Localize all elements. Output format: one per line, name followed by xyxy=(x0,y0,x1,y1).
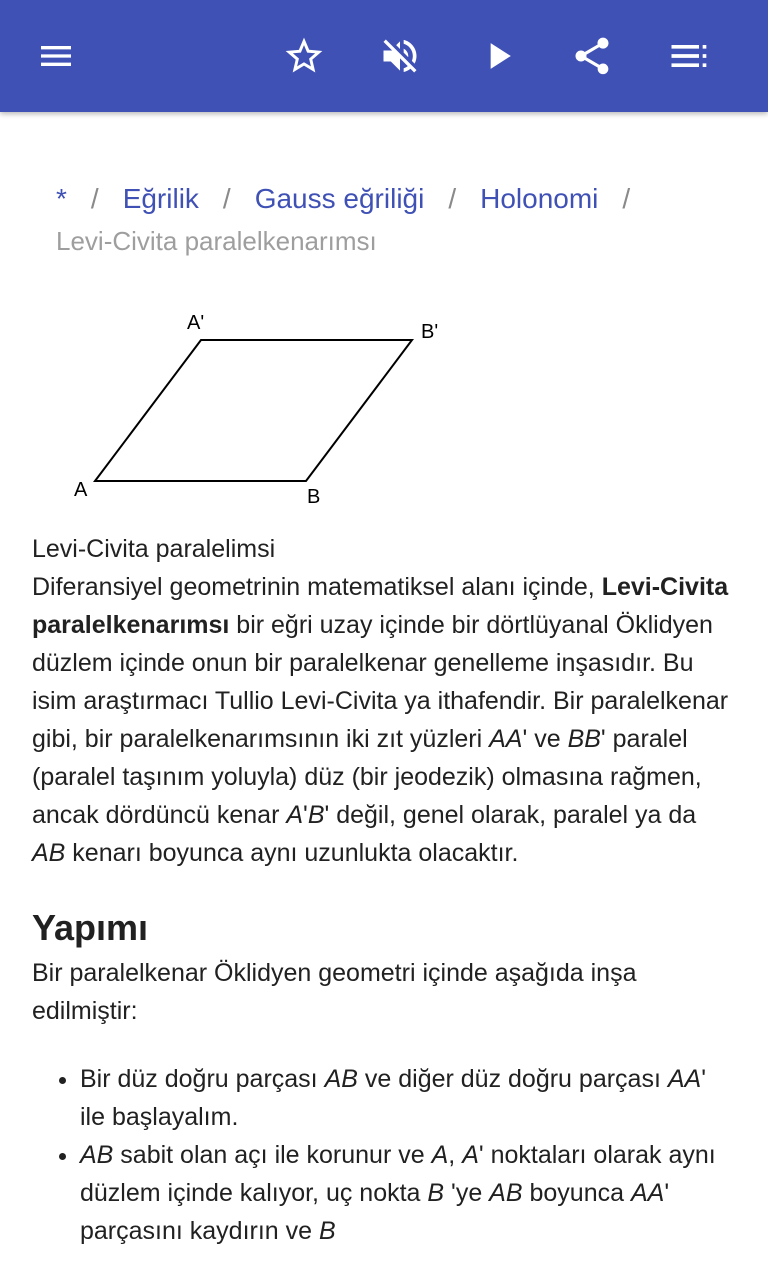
breadcrumb xyxy=(56,178,736,262)
play-icon[interactable] xyxy=(470,28,526,84)
list-item: • AB sabit olan açı ile korunur ve A, A' noktaları olarak aynı düzlem içinde kalıyor, uç nokta B 'ye AB boyunca AA' parçasını kaydırın ve B xyxy=(80,1136,736,1250)
term-bold: Levi-Civita paralelkenarımsı xyxy=(32,573,729,639)
playlist-icon[interactable] xyxy=(660,28,716,84)
intro-paragraph: Diferansiyel geometrinin matematiksel alanı içinde, Levi-Civita paralelkenarımsı bir eğri uzay içinde bir dörtlüyanal Öklidyen düzlem içinde onun bir paralelkenar genelleme inşasıdır. Bu isim araştırmacı Tullio Levi-Civita ya ithafendir. Bir paralelkenar gibi, bir paralelkenarımsının iki zıt yüzleri AA' ve BB' paralel (paralel taşınım yoluyla) düz (bir jeodezik) olmasına rağmen, ancak dördüncü kenar A'B' değil, genel olarak, paralel ya da AB kenarı boyunca aynı uzunlukta olacaktır. xyxy=(32,573,729,867)
mute-icon[interactable] xyxy=(372,28,428,84)
vertex-label-a: A xyxy=(74,479,88,501)
vertex-label-a-prime: A' xyxy=(187,312,205,334)
vertex-label-b: B xyxy=(307,486,321,508)
list-item: • Bir düz doğru parçası AB ve diğer düz doğru parçası AA' ile başlayalım. xyxy=(80,1060,736,1136)
breadcrumb-separator: / xyxy=(222,183,231,214)
star-icon[interactable] xyxy=(276,28,332,84)
breadcrumb-separator: / xyxy=(622,183,631,214)
article-content xyxy=(32,568,736,1250)
figure-caption: Levi-Civita paralelimsi xyxy=(32,535,276,563)
construction-steps-list xyxy=(32,1060,736,1250)
breadcrumb-separator: / xyxy=(90,183,99,214)
parallelogramoid-diagram xyxy=(60,300,480,515)
construction-paragraph: Bir paralelkenar Öklidyen geometri içinde aşağıda inşa edilmiştir: xyxy=(32,959,637,1025)
breadcrumb-link-egrilik[interactable]: Eğrilik xyxy=(122,183,199,214)
breadcrumb-link-gauss[interactable]: Gauss eğriliği xyxy=(254,183,425,214)
app-bar xyxy=(0,0,768,112)
parallelogram-shape xyxy=(95,340,412,481)
breadcrumb-link-holonomi[interactable]: Holonomi xyxy=(480,183,599,214)
breadcrumb-separator: / xyxy=(448,183,457,214)
breadcrumb-current: Levi-Civita paralelkenarımsı xyxy=(56,226,377,256)
vertex-label-b-prime: B' xyxy=(421,321,439,343)
breadcrumb-link-home[interactable]: * xyxy=(56,183,67,214)
menu-icon[interactable] xyxy=(28,28,84,84)
section-heading: Yapımı xyxy=(32,907,149,948)
share-icon[interactable] xyxy=(564,28,620,84)
